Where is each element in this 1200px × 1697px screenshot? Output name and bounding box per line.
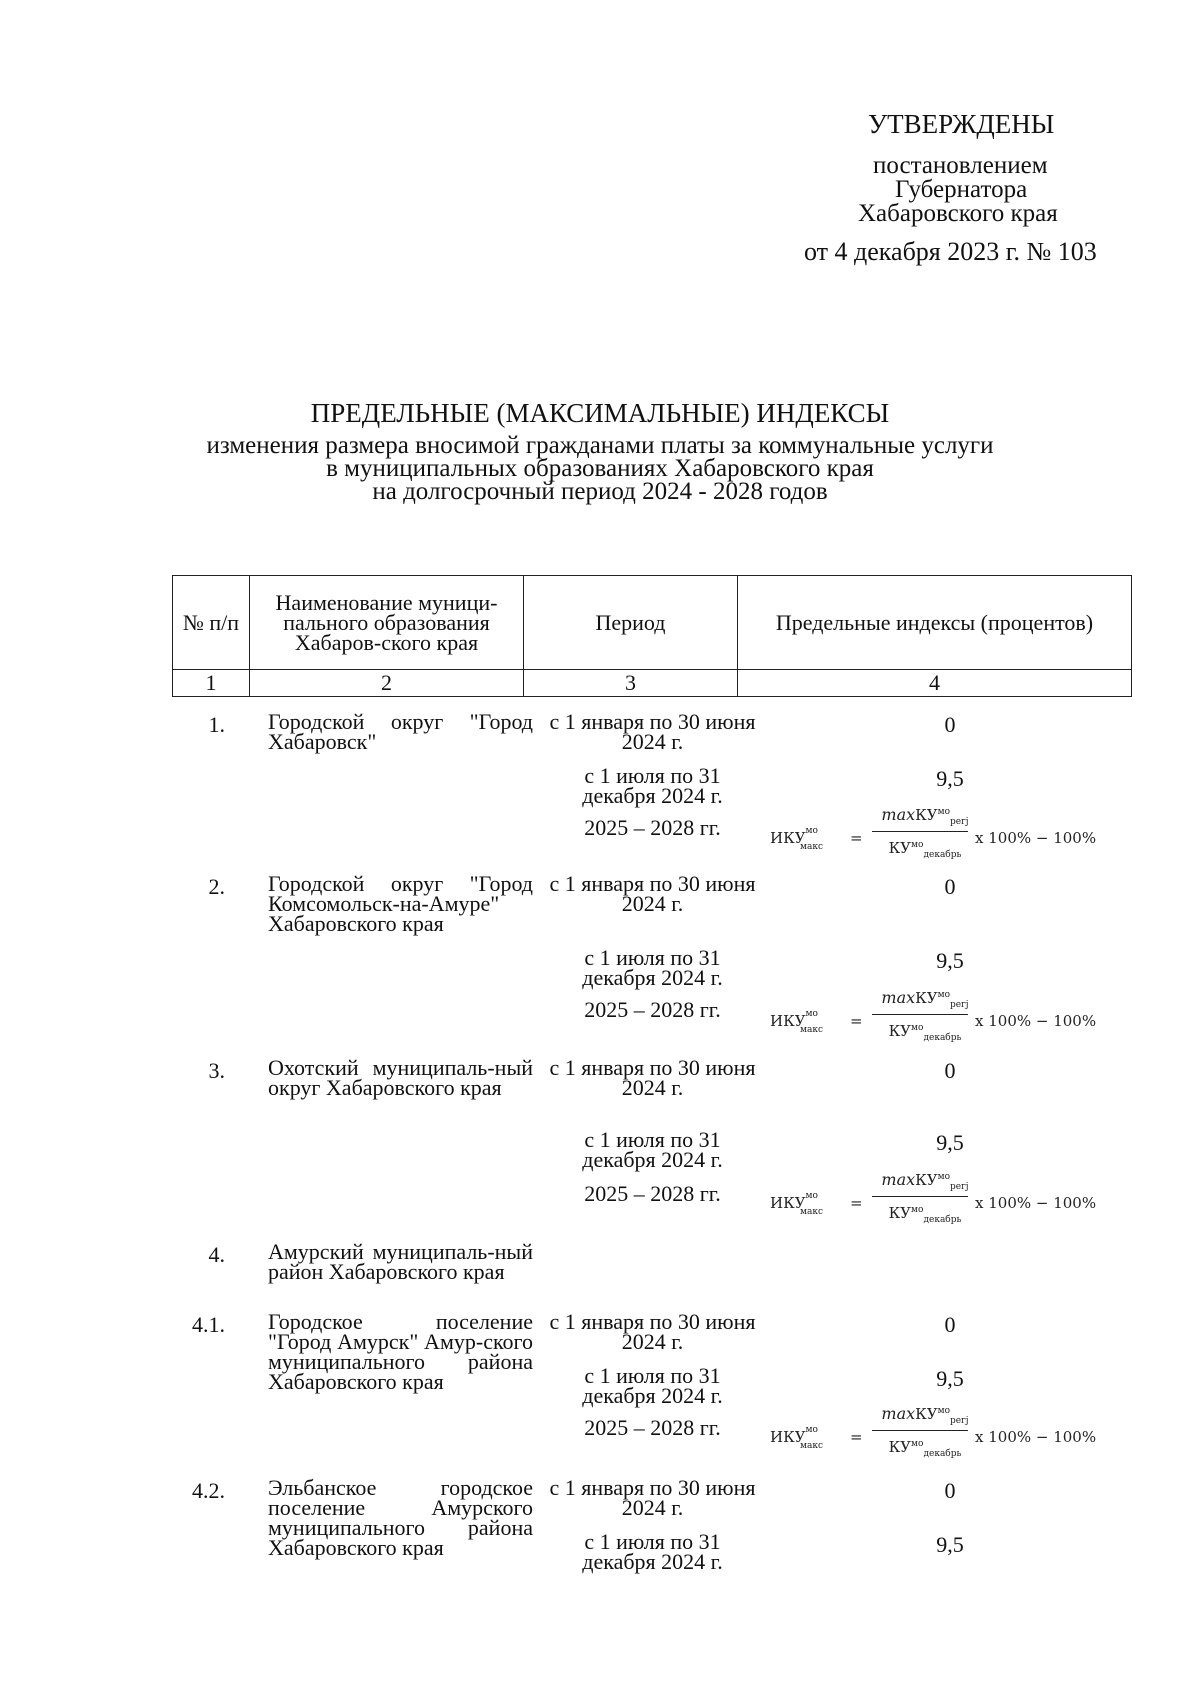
document-title: ПРЕДЕЛЬНЫЕ (МАКСИМАЛЬНЫЕ) ИНДЕКСЫ [310,398,890,428]
row-1-period-h1: с 1 января по 30 июня 2024 г. [549,709,756,754]
document-subtitle [0,434,1200,503]
row-2-name: Городской округ "Город Комсомольск-на-Амуре" Хабаровского края [268,871,533,936]
row-2-value-h2: 9,5 [936,948,964,973]
row-4-1-num: 4.1. [192,1312,225,1337]
row-4-name: Амурский муниципаль-ный район Хабаровского края [268,1239,533,1284]
col-number-2: 2 [250,670,524,697]
row-1-value-h2: 9,5 [936,766,964,791]
header-name: Наименование муници-пального образования Хабаров-ского края [250,576,524,670]
row-3-formula: $ИКУ^{мо}_{макс}$ = maxКУ$^{мо}_{регj}$ $КУ^{мо}_{декабрь}$ x 100% − 100% [770,1170,1097,1225]
row-3-period-h2: с 1 июля по 31 декабря 2024 г. [582,1127,723,1172]
row-3-period-h1: с 1 января по 30 июня 2024 г. [549,1055,756,1100]
row-2-value-h1: 0 [944,874,956,899]
row-4-1-name: Городское поселение "Город Амурск" Амур-ского муниципального района Хабаровского края [268,1309,533,1394]
row-1-value-h1: 0 [944,712,956,737]
row-1-period-h2: с 1 июля по 31 декабря 2024 г. [582,763,723,808]
approval-line-3: Хабаровского края [858,200,1058,227]
header-num: № п/п [173,576,250,670]
approval-line-1: постановлением [873,152,1048,179]
row-4-2-name: Эльбанское городское поселение Амурского муниципального района Хабаровского края [268,1475,533,1560]
col-number-4: 4 [738,670,1132,697]
subtitle-line-1: изменения размера вносимой гражданами платы за коммунальные услуги [206,432,994,459]
row-4-1-formula: $ИКУ^{мо}_{макс}$ = maxКУ$^{мо}_{регj}$ $КУ^{мо}_{декабрь}$ x 100% − 100% [770,1404,1097,1459]
approval-title: УТВЕРЖДЕНЫ [868,109,1055,139]
row-2-period-h2: с 1 июля по 31 декабря 2024 г. [582,945,723,990]
row-2-period-long: 2025 – 2028 гг. [584,997,721,1022]
header-index: Предельные индексы (процентов) [738,576,1132,670]
table-header [172,575,1132,697]
header-period: Период [524,576,738,670]
col-number-3: 3 [524,670,738,697]
row-1-name: Городской округ "Город Хабаровск" [268,709,533,754]
row-4-2-period-h2: с 1 июля по 31 декабря 2024 г. [582,1529,723,1574]
row-4-1-period-h1: с 1 января по 30 июня 2024 г. [549,1309,756,1354]
row-3-name: Охотский муниципаль-ный округ Хабаровского края [268,1055,533,1100]
row-2-period-h1: с 1 января по 30 июня 2024 г. [549,871,756,916]
row-4-2-value-h2: 9,5 [936,1532,964,1557]
row-3-num: 3. [208,1058,225,1083]
approval-line-2: Губернатора [895,176,1028,203]
row-4-num: 4. [208,1242,225,1267]
col-number-1: 1 [173,670,250,697]
row-2-formula: $ИКУ^{мо}_{макс}$ = maxКУ$^{мо}_{регj}$ $КУ^{мо}_{декабрь}$ x 100% − 100% [770,988,1097,1043]
subtitle-line-3: на долгосрочный период 2024 - 2028 годов [372,478,828,505]
row-1-num: 1. [208,712,225,737]
row-1-formula: $ИКУ^{мо}_{макс}$ = maxКУ$^{мо}_{регj}$ $КУ^{мо}_{декабрь}$ x 100% − 100% [770,805,1097,860]
row-4-2-period-h1: с 1 января по 30 июня 2024 г. [549,1475,756,1520]
row-3-value-h2: 9,5 [936,1130,964,1155]
row-3-value-h1: 0 [944,1058,956,1083]
row-1-period-long: 2025 – 2028 гг. [584,815,721,840]
row-4-2-value-h1: 0 [944,1478,956,1503]
row-3-period-long: 2025 – 2028 гг. [584,1181,721,1206]
row-4-1-period-long: 2025 – 2028 гг. [584,1415,721,1440]
subtitle-line-2: в муниципальных образованиях Хабаровского края [326,455,874,482]
row-4-1-value-h1: 0 [944,1312,956,1337]
approval-block [780,109,1180,266]
row-4-1-period-h2: с 1 июля по 31 декабря 2024 г. [582,1363,723,1408]
row-2-num: 2. [208,874,225,899]
approval-date: от 4 декабря 2023 г. № 103 [804,237,1097,266]
row-4-2-num: 4.2. [192,1478,225,1503]
row-4-1-value-h2: 9,5 [936,1366,964,1391]
